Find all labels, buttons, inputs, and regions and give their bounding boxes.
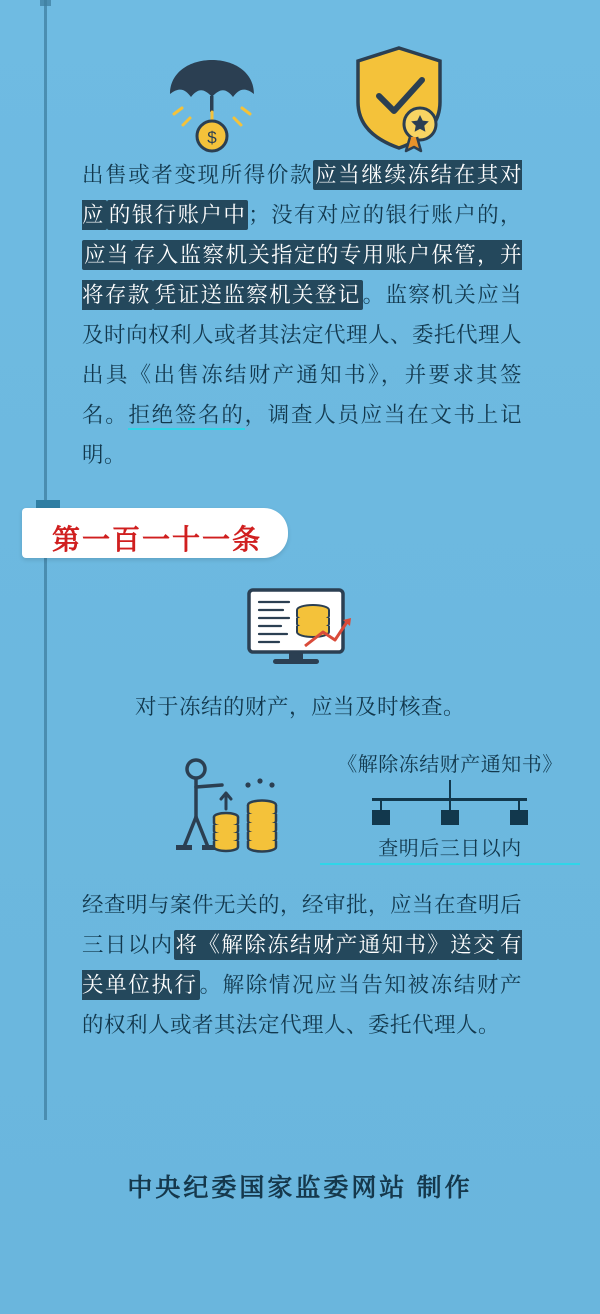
notice-diagram-box-1 — [372, 810, 390, 825]
para2-seg-0: 经查明与案件无关的，经审批，应当在查明后三日以内 — [82, 893, 523, 957]
para1-seg-2: 的银行账户中 — [107, 200, 248, 230]
svg-text:$: $ — [207, 128, 217, 147]
paragraph-section-one — [82, 155, 522, 475]
para1-seg-0: 出售或者变现所得价款 — [82, 163, 314, 187]
para2-seg-3: 。解除情况应当告知被冻结财产的权利人或者其法定代理人、委托代理人。 — [82, 973, 522, 1037]
para1-seg-6: 凭证送监察机关登记 — [153, 280, 363, 310]
para1-seg-5: 存入监察机关指定的专用账户保管，并将存款 — [82, 240, 522, 310]
shield-check-medal-icon — [352, 44, 447, 154]
para1-seg-1: 应当继续冻结在其对应 — [82, 160, 522, 230]
notice-diagram — [320, 748, 580, 868]
para1-seg-8: 拒绝签名的 — [128, 403, 244, 430]
notice-diagram-caption: 查明后三日以内 — [320, 832, 580, 865]
notice-diagram-box-2 — [441, 810, 459, 825]
para1-seg-7: 。监察机关应当及时向权利人或者其法定代理人、委托代理人出具《出售冻结财产通知书》，并要求其签名。 — [82, 283, 523, 427]
monitor-coins-chart-icon — [243, 588, 358, 668]
top-icon-row — [0, 42, 600, 152]
footer-credit: 中央纪委国家监委网站 制作 — [127, 1175, 473, 1202]
notice-diagram-stem — [449, 780, 451, 798]
para2-seg-1: 将《解除冻结财产通知书》送交 — [174, 930, 498, 960]
para2-seg-2: 有关单位执行 — [82, 930, 522, 1000]
para1-seg-3: ；没有对应的银行账户的， — [248, 203, 522, 227]
para1-seg-4: 应当 — [82, 240, 132, 270]
section-title-ribbon — [22, 500, 322, 562]
paragraph-section-two — [82, 885, 522, 1045]
section-title-text: 第一百一十一条 — [52, 525, 263, 556]
lead-line-section-two: 对于冻结的财产，应当及时核查。 — [134, 695, 465, 719]
person-coins-stack-icon — [170, 755, 295, 870]
umbrella-dollar-icon — [160, 50, 265, 155]
notice-diagram-box-3 — [510, 810, 528, 825]
para1-seg-9: ，调查人员应当在文书上记明。 — [82, 403, 522, 467]
notice-diagram-title: 《解除冻结财产通知书》 — [337, 754, 563, 776]
